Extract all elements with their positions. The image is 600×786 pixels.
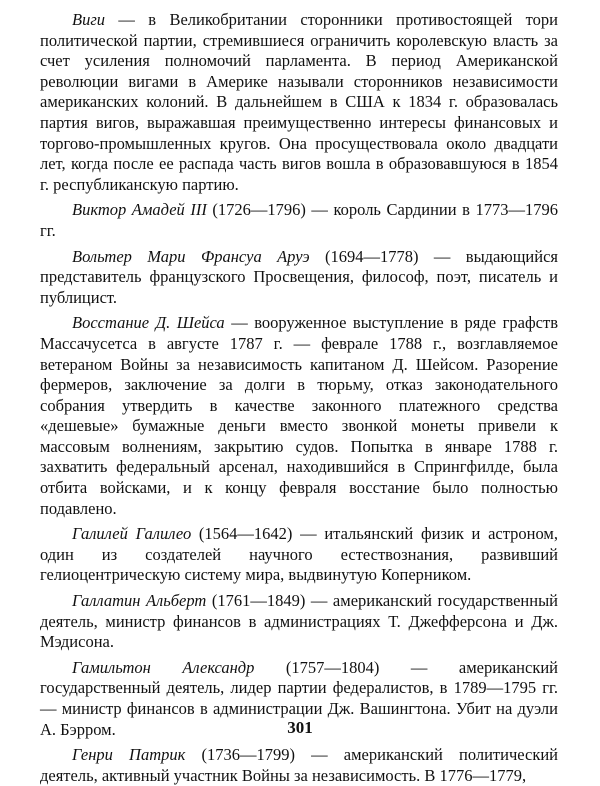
entry-text: (1564—1642) — итальянский физик и астроном, один из создателей научного естествознания, развивший гелиоцентрическую систему мира, выдвинутую Коперником. [40, 524, 558, 585]
glossary-entry [40, 745, 558, 786]
entry-text: — вооруженное выступление в ряде графств Массачусетса в августе 1787 г. — феврале 1788 г., возглавляемое ветераном Войны за независимость капитаном Д. Шейсом. Разорение фермеров, заключение за долги в тюрьму, отказ законодательного собрания утвердить в качестве законного платежного средства «дешевые» бумажные деньги вместо звонкой монеты привели к массовым волнениям, закрытию судов. Попытка в январе 1788 г. захватить федеральный арсенал, находившийся в Спрингфилде, была отбита войсками, и к концу февраля восстание было полностью подавлено. [40, 313, 558, 518]
entry-text: (1726—1796) — король Сардинии в 1773—1796 гг. [40, 200, 558, 240]
glossary-entry [40, 591, 558, 653]
entry-text: (1694—1778) — выдающийся представитель французского Просвещения, философ, поэт, писатель и публицист. [40, 246, 558, 307]
entry-term: Восстание Д. Шейса [72, 313, 225, 333]
entry-term: Гамильтон Александр [72, 657, 255, 677]
entry-text: — в Великобритании сторонники противостоящей тори политической партии, стремившиеся ограничить королевскую власть за счет усиления полномочий парламента. В период Американской революции вигами в Америке называли сторонников независимости американских колоний. В дальнейшем в США к 1834 г. образовалась партия вигов, выражавшая преимущественно интересы финансовых и торгово-промышленных кругов. Она просуществовала около двадцати лет, когда после ее распада часть вигов вошла в образовавшуюся в 1854 г. республиканскую партию. [40, 10, 558, 194]
glossary-entry [40, 524, 558, 586]
entry-term: Галилей Галилео [72, 524, 192, 544]
glossary-entry [40, 200, 558, 241]
entry-text: (1761—1849) — американский государственный деятель, министр финансов в администрациях Т. Джефферсона и Дж. Мэдисона. [40, 591, 558, 652]
glossary-entry [40, 247, 558, 309]
page-number: 301 [287, 718, 313, 737]
entry-term: Вольтер Мари Франсуа Аруэ [72, 246, 310, 266]
page-body [40, 10, 559, 785]
entry-term: Галлатин Альберт [72, 591, 207, 611]
glossary-entry [40, 10, 558, 195]
entry-text: (1736—1799) — американский политический деятель, активный участник Войны за независимость. В 1776—1779, [40, 745, 558, 785]
entry-term: Генри Патрик [72, 745, 186, 765]
entry-term: Виктор Амадей III [72, 200, 207, 220]
entry-text: (1757—1804) — американский государственный деятель, лидер партии федералистов, в 1789—1795 гг. — министр финансов в администрации Дж. Вашингтона. Убит на дуэли А. Бэрром. [40, 657, 559, 739]
glossary-entry [40, 313, 558, 519]
entry-term: Виги [72, 10, 106, 29]
